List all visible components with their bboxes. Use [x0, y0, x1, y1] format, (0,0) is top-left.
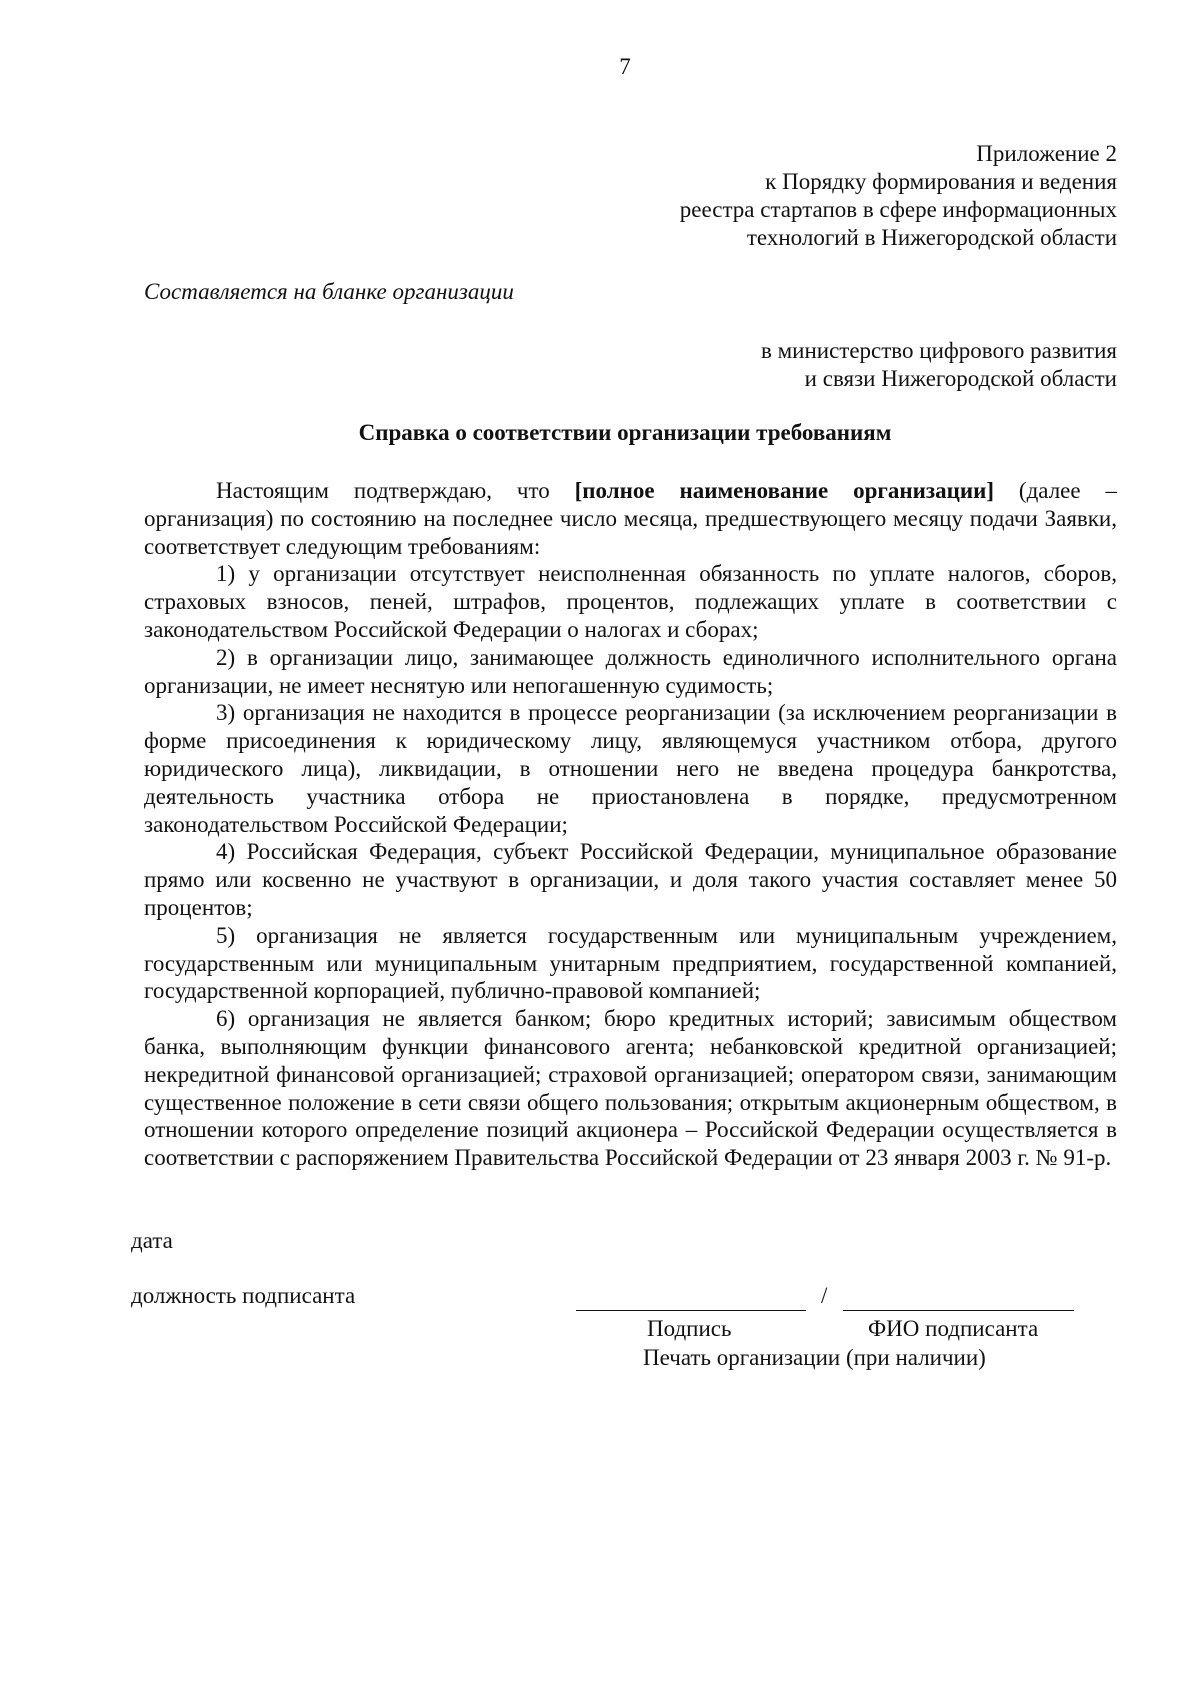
- signature-caption: Подпись: [647, 1316, 732, 1341]
- document-body: [144, 477, 1117, 1172]
- signature-line: [576, 1310, 806, 1311]
- intro-paragraph: [144, 477, 1117, 560]
- seal-caption: Печать организации (при наличии): [643, 1345, 986, 1370]
- requirement-item: 5) организация не является государственным или муниципальным учреждением, государственным или муниципальным унитарным предприятием, государственной компанией, государственной корпорацией, публично-правовой компанией;: [144, 922, 1117, 1004]
- page-number: 7: [619, 54, 631, 79]
- letterhead-note: Составляется на бланке организации: [144, 279, 514, 304]
- requirement-item: 3) организация не находится в процессе реорганизации (за исключением реорганизации в форме присоединения к юридическому лицу, являющемуся участником отбора, другого юридического лица), ликвидации, в отношении него не введена процедура банкротства, деятельность участника отбора не приостановлена в порядке, предусмотренном законодательством Российской Федерации;: [144, 700, 1117, 837]
- requirement-item: 2) в организации лицо, занимающее должность единоличного исполнительного органа организации, не имеет неснятую или непогашенную судимость;: [144, 644, 1117, 698]
- signer-name-line: [843, 1310, 1074, 1311]
- addressee-block: [761, 337, 1117, 393]
- addressee-line: и связи Нижегородской области: [804, 366, 1117, 391]
- intro-prefix: Настоящим подтверждаю, что: [216, 478, 575, 503]
- appendix-header: [680, 140, 1117, 252]
- requirement-item: 4) Российская Федерация, субъект Российской Федерации, муниципальное образование прямо или косвенно не участвуют в организации, и доля такого участия составляет менее 50 процентов;: [144, 839, 1117, 920]
- signer-position-label: должность подписанта: [131, 1283, 356, 1308]
- requirement-item: 6) организация не является банком; бюро кредитных историй; зависимым обществом банка, выполняющим функции финансового агента; небанковской кредитной организацией; некредитной финансовой организацией; страховой организацией; оператором связи, занимающим существенное положение в сети связи общего пользования; открытым акционерным обществом, в отношении которого определение позиций акционера – Российской Федерации осуществляется в соответствии с распоряжением Правительства Российской Федерации от 23 января 2003 г. № 91-р.: [144, 1006, 1117, 1171]
- organization-name-placeholder: [полное наименование организации]: [574, 478, 995, 503]
- appendix-line: Приложение 2: [976, 141, 1117, 166]
- document-title: Справка о соответствии организации требованиям: [358, 420, 892, 445]
- requirement-item: 1) у организации отсутствует неисполненная обязанность по уплате налогов, сборов, страховых взносов, пеней, штрафов, процентов, подлежащих уплате в соответствии с законодательством Российской Федерации о налогах и сборах;: [144, 561, 1117, 642]
- date-label: дата: [131, 1228, 173, 1253]
- appendix-line: реестра стартапов в сфере информационных: [679, 197, 1117, 222]
- signature-separator: /: [821, 1283, 828, 1308]
- intro-suffix: (далее – организация) по состоянию на последнее число месяца, предшествующего месяцу подачи Заявки, соответствует следующим требованиям:: [144, 478, 1118, 559]
- signer-name-caption: ФИО подписанта: [868, 1316, 1039, 1341]
- appendix-line: к Порядку формирования и ведения: [765, 169, 1117, 194]
- appendix-line: технологий в Нижегородской области: [746, 225, 1117, 250]
- addressee-line: в министерство цифрового развития: [760, 338, 1117, 363]
